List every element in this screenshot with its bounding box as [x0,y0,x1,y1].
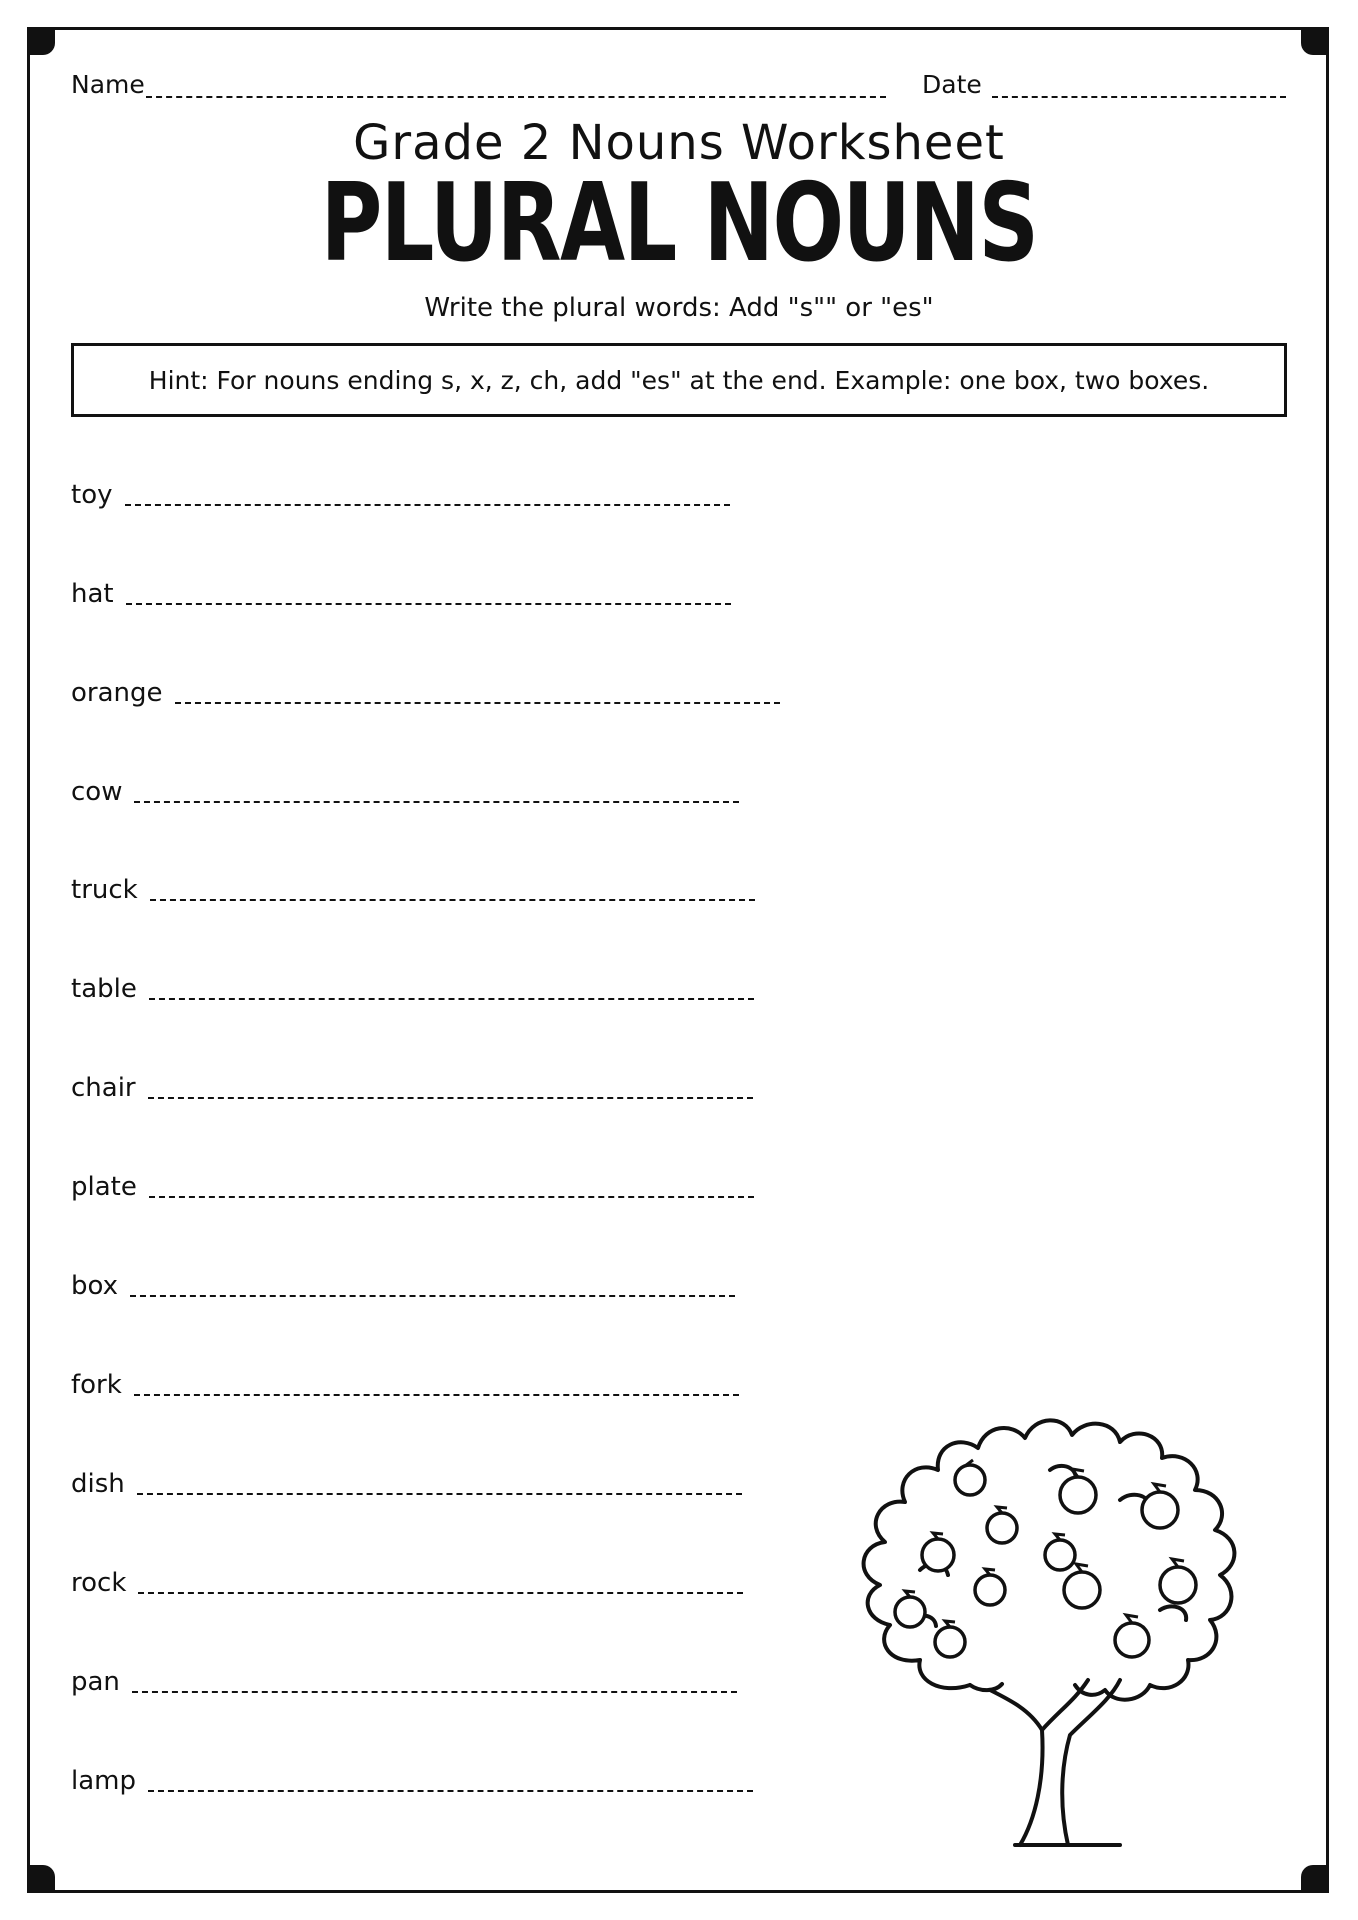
word-row [71,1469,742,1499]
word-row [71,1568,743,1598]
word-label: dish [71,1469,125,1499]
answer-field[interactable] [125,504,730,506]
hint-text: Hint: For nouns ending s, x, z, ch, add "es" at the end. Example: one box, two boxes. [148,365,1210,395]
word-label: cow [71,777,123,807]
instructions: Write the plural words: Add "s"" or "es" [424,293,934,323]
corner-decoration [1301,1865,1329,1893]
word-label: table [71,974,137,1004]
word-label: lamp [71,1766,136,1796]
answer-field[interactable] [148,1790,753,1792]
word-row [71,1370,739,1400]
answer-field[interactable] [175,702,780,704]
answer-field[interactable] [134,1394,739,1396]
name-field[interactable] [146,96,886,98]
word-label: hat [71,579,114,609]
answer-field[interactable] [149,1196,754,1198]
corner-decoration [1301,27,1329,55]
word-row [71,579,731,609]
worksheet-title: PLURAL NOUNS [320,161,1038,286]
word-row [71,1667,737,1697]
word-label: pan [71,1667,120,1697]
word-row [71,1766,753,1796]
word-row [71,1271,735,1301]
answer-field[interactable] [134,801,739,803]
answer-field[interactable] [130,1295,735,1297]
hint-box [71,343,1287,417]
date-field[interactable] [992,96,1286,98]
word-row [71,1172,754,1202]
answer-field[interactable] [138,1592,743,1594]
word-label: toy [71,480,113,510]
word-row [71,777,739,807]
date-label: Date [922,70,982,99]
answer-field[interactable] [149,998,754,1000]
answer-field[interactable] [137,1493,742,1495]
corner-decoration [27,27,55,55]
word-label: fork [71,1370,122,1400]
worksheet-subtitle: Grade 2 Nouns Worksheet [353,115,1005,171]
tree-with-oranges-icon [820,1380,1300,1860]
word-label: plate [71,1172,137,1202]
word-label: box [71,1271,118,1301]
answer-field[interactable] [150,899,755,901]
word-row [71,875,755,905]
word-row [71,1073,753,1103]
word-label: chair [71,1073,136,1103]
word-row [71,480,730,510]
answer-field[interactable] [126,603,731,605]
word-row [71,974,754,1004]
word-label: orange [71,678,163,708]
corner-decoration [27,1865,55,1893]
word-label: rock [71,1568,127,1598]
answer-field[interactable] [132,1691,737,1693]
answer-field[interactable] [148,1097,753,1099]
name-label: Name [71,70,145,99]
word-label: truck [71,875,138,905]
word-row [71,678,780,708]
